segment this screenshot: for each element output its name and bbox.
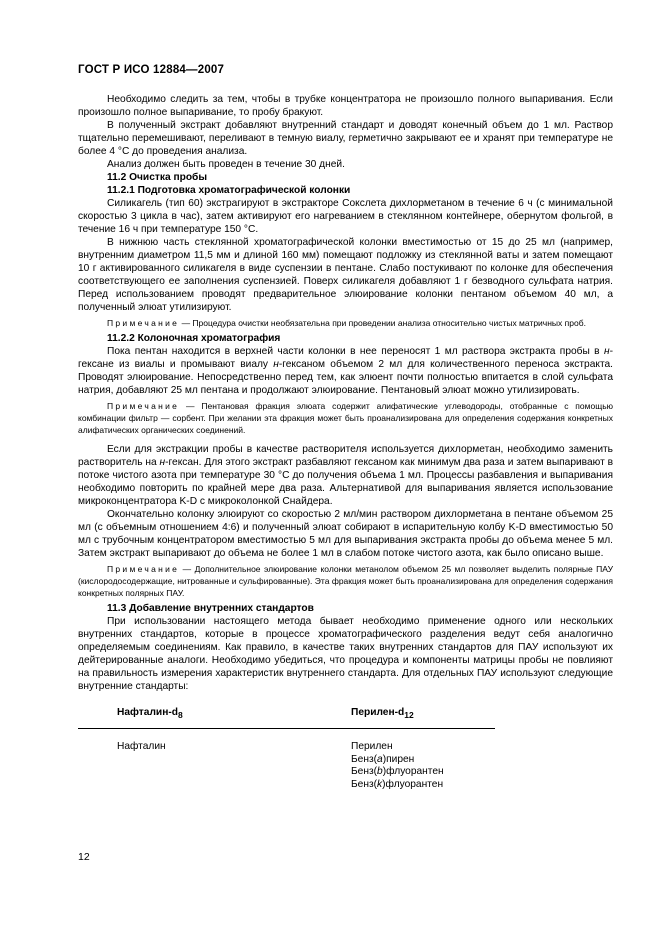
paragraph: Окончательно колонку элюируют со скоростью 2 мл/мин раствором дихлорметана в пентане объемом 25 мл (с объемным отношением 4:6) и полученный элюат собирают в испарительную колбу K-D вместимостью 50 мл с трубочным концентратором вместимостью 5 мл для выпаривания экстракта пробы до объема менее 5 мл. Затем экстракт выпаривают до объема не более 1 мл в слабом потоке чистого азота, как было описано выше. (78, 509, 613, 559)
paragraph: В нижнюю часть стеклянной хроматографической колонки вместимостью от 15 до 25 мл (например, внутренним диаметром 11,5 мм и длиной 160 мм) помещают подложку из стеклянной ваты и затем помещают 10 г активированного силикагеля в виде суспензии в пентане. Слабо постукивают по колонке для обеспечения соответствующего ее заполнения суспензией. Поверх силикагеля добавляют 1 г безводного сульфата натрия. Перед использованием проводят предварительное элюирование колонки пентаном объемом 40 мл, а полученный элюат утилизируют. (78, 237, 613, 313)
section-heading-11-2-2: 11.2.2 Колоночная хроматография (107, 333, 281, 344)
page-header: ГОСТ Р ИСО 12884—2007 (78, 64, 225, 76)
note (78, 563, 613, 599)
paragraph: Если для экстракции пробы в качестве растворителя используется дихлорметан, необходимо заменить растворитель на н-гексан. Для этого экстракт разбавляют гексаном как минимум два раза и затем выпаривают в потоке чистого азота при температуре 30 °С до получения объема 1 мл. Процессы разбавления и выпаривания необходимо повторить по крайней мере два раза. Альтернативой для выпаривания является использование микроконцентратора K-D с микроколонкой Снайдера. (78, 444, 613, 507)
page-number: 12 (78, 851, 90, 863)
note-label: Примечание (107, 318, 180, 328)
list-item: Бенз(k)флуорантен (351, 778, 444, 790)
note-text: — Процедура очистки необязательна при проведении анализа относительно чистых матричных проб. (179, 318, 586, 328)
paragraph: Необходимо следить за тем, чтобы в трубке концентратора не произошло полного выпаривания. Если произошло полное выпаривание, то пробу бракуют. (78, 94, 613, 118)
paragraph: Анализ должен быть проведен в течение 30 дней. (107, 159, 345, 170)
table-header: Нафталин-$d_8$ (78, 707, 312, 729)
internal-standards-table (78, 707, 495, 791)
list-item: Нафталин (117, 741, 166, 753)
note-label: Примечание (107, 401, 180, 411)
section-heading-11-2-1: 11.2.1 Подготовка хроматографической колонки (107, 185, 351, 196)
paragraph: Силикагель (тип 60) экстрагируют в экстракторе Сокслета дихлорметаном в течение 6 ч (с минимальной скоростью 3 цикла в час), затем активируют его нагреванием в стеклянном контейнере, обернутом фольгой, в течение 16 ч при температуре 150 °С. (78, 198, 613, 235)
section-heading-11-3: 11.3 Добавление внутренних стандартов (107, 603, 314, 614)
section-heading-11-2: 11.2 Очистка пробы (107, 172, 208, 183)
list-item: Бенз(b)флуорантен (351, 766, 444, 778)
table-cell (78, 729, 312, 792)
note (78, 400, 613, 436)
note-label: Примечание (107, 564, 180, 574)
table-cell (312, 729, 495, 792)
table-header: Перилен-$d_{12}$ (312, 707, 495, 729)
paragraph: При использовании настоящего метода бывает необходимо применение одного или нескольких внутренних стандартов, которые в процессе хроматографического разделения ведут себя аналогично определяемым соединениям. Как правило, в качестве таких внутренних стандартов для ПАУ используют их дейтерированные аналоги. Необходимо убедиться, что процедура и компоненты матрицы пробы не повлияют на правильность измерения характеристик внутреннего стандарта. Для отдельных ПАУ используют следующие внутренние стандарты: (78, 616, 613, 692)
list-item: Бенз(а)пирен (351, 753, 415, 765)
note-text: — Дополнительное элюирование колонки метанолом объемом 25 мл позволяет выделить полярные ПАУ (кислородосодержащие, нитрованные и сульфированные). Эта фракция может быть проанализирована для определения содержания конкретных полярных ПАУ. (78, 564, 613, 598)
paragraph: Пока пентан находится в верхней части колонки в нее переносят 1 мл раствора экстракта пробы в н-гексане из виалы и промывают виалу н-гексаном объемом 2 мл для количественного переноса экстракта. Проводят элюирование. Непосредственно перед тем, как элюент почти полностью впитается в слой сульфата натрия, добавляют 25 мл пентана и продолжают элюирование. Пентановый элюат можно утилизировать. (78, 346, 613, 396)
list-item: Перилен (351, 741, 393, 753)
document-body (78, 93, 613, 791)
paragraph: В полученный экстракт добавляют внутренний стандарт и доводят конечный объем до 1 мл. Раствор тщательно перемешивают, переливают в темную виалу, герметично закрывают ее и хранят при температуре не более 4 °С до проведения анализа. (78, 120, 613, 157)
note-text: — Пентановая фракция элюата содержит алифатические углеводороды, отобранные с помощью комбинации фильтр — сорбент. При желании эта фракция может быть проанализирована для определения содержания конкретных алифатических органических соединений. (78, 401, 613, 435)
note (78, 317, 613, 329)
